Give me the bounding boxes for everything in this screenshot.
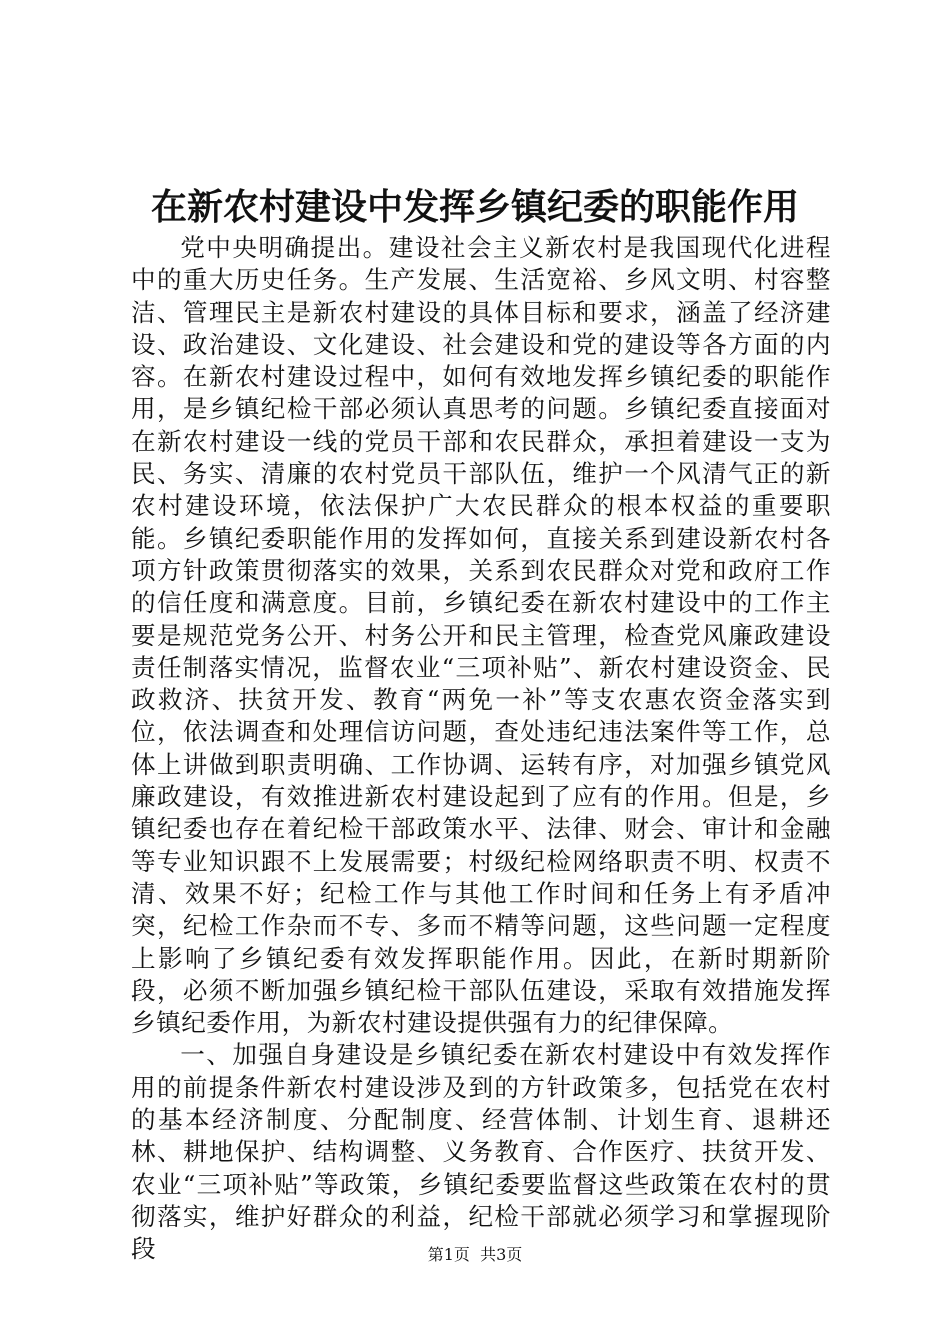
document-title: 在新农村建设中发挥乡镇纪委的职能作用 <box>150 186 799 228</box>
footer-separator <box>470 1245 480 1264</box>
paragraph-intro: 党中央明确提出。建设社会主义新农村是我国现代化进程中的重大历史任务。生产发展、生活宽裕、乡风文明、村容整洁、管理民主是新农村建设的具体目标和要求，涵盖了经济建设、政治建设、文化建设、社会建设和党的建设等各方面的内容。在新农村建设过程中，如何有效地发挥乡镇纪委的职能作用，是乡镇纪检干部必须认真思考的问题。乡镇纪委直接面对在新农村建设一线的党员干部和农民群众，承担着建设一支为民、务实、清廉的农村党员干部队伍，维护一个风清气正的新农村建设环境，依法保护广大农民群众的根本权益的重要职能。乡镇纪委职能作用的发挥如何，直接关系到建设新农村各项方针政策贯彻落实的效果，关系到农民群众对党和政府工作的信任度和满意度。目前，乡镇纪委在新农村建设中的工作主要是规范党务公开、村务公开和民主管理，检查党风廉政建设责任制落实情况，监督农业“三项补贴”、新农村建设资金、民政救济、扶贫开发、教育“两免一补”等支农惠农资金落实到位，依法调查和处理信访问题，查处违纪违法案件等工作，总体上讲做到职责明确、工作协调、运转有序，对加强乡镇党风廉政建设，有效推进新农村建设起到了应有的作用。但是，乡镇纪委也存在着纪检干部政策水平、法律、财会、审计和金融等专业知识跟不上发展需要；村级纪检网络职责不明、权责不清、效果不好；纪检工作与其他工作时间和任务上有矛盾冲突，纪检工作杂而不专、多而不精等问题，这些问题一定程度上影响了乡镇纪委有效发挥职能作用。因此，在新时期新阶段，必须不断加强乡镇纪检干部队伍建设，采取有效措施发挥乡镇纪委作用，为新农村建设提供强有力的纪律保障。 <box>131 233 831 1038</box>
document-body <box>131 232 831 1266</box>
paragraph-section-one: 一、加强自身建设是乡镇纪委在新农村建设中有效发挥作用的前提条件新农村建设涉及到的方针政策多，包括党在农村的基本经济制度、分配制度、经营体制、计划生育、退耕还林、耕地保护、结构调整、义务教育、合作医疗、扶贫开发、农业“三项补贴”等政策，乡镇纪委要监督这些政策在农村的贯彻落实，维护好群众的利益，纪检干部就必须学习和掌握现阶段 <box>131 1040 831 1264</box>
page-total: 共3页 <box>480 1245 523 1264</box>
page-footer <box>0 1244 950 1266</box>
page-number: 第1页 <box>427 1245 470 1264</box>
